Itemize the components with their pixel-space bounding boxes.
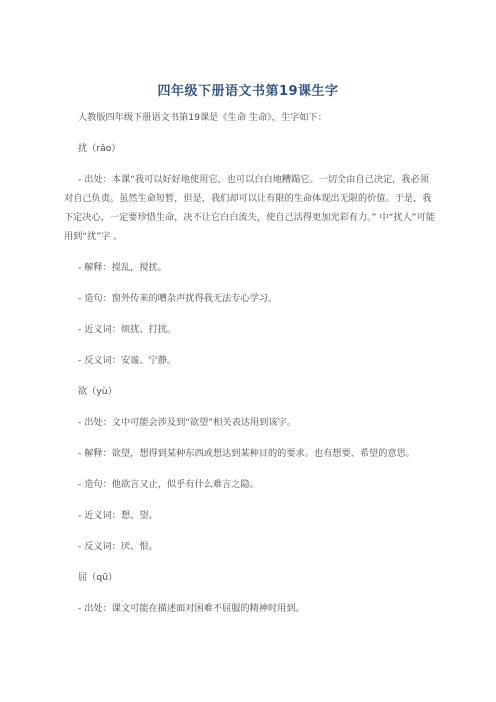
paragraph-rao-synonyms: - 近义词：烦扰、打扰。 (78, 324, 177, 335)
document-body (64, 108, 436, 618)
char-heading-yu: 欲（yù） (78, 386, 117, 397)
paragraph-yu-synonyms: - 近义词：想、望。 (78, 510, 158, 521)
paragraph-yu-source: - 出处：文中可能会涉及到“欲望”相关表达用到该字。 (78, 417, 296, 428)
paragraph-intro: 人教版四年级下册语文书第19课是《生命 生命》，生字如下： (78, 112, 327, 123)
paragraph-rao-antonyms: - 反义词：安谧、宁静。 (78, 355, 177, 366)
paragraph-yu-antonyms: - 反义词：厌、恨。 (78, 541, 158, 552)
char-heading-rao: 扰（rǎo） (78, 143, 121, 154)
paragraph-rao-sentence: - 造句：窗外传来的嘈杂声扰得我无法专心学习。 (78, 293, 278, 304)
char-heading-qu: 屈（qū） (78, 572, 118, 583)
paragraph-rao-meaning: - 解释：搅乱，搅扰。 (78, 262, 167, 273)
paragraph-yu-sentence: - 造句：他欲言又止，似乎有什么难言之隐。 (78, 479, 259, 490)
document-title: 四年级下册语文书第19课生字 (157, 84, 339, 99)
paragraph-yu-meaning: - 解释：欲望，想得到某种东西或想达到某种目的的要求。也有想要、希望的意思。 (78, 448, 415, 459)
paragraph-qu-source: - 出处：课文可能在描述面对困难不屈服的精神时用到。 (78, 603, 305, 614)
paragraph-rao-source: - 出处：本课“我可以好好地使用它，也可以白白地糟蹋它。一切全由自己决定，我必须对自己负责。虽然生命短暂，但是，我们却可以让有限的生命体现出无限的价值。于是，我下定决心，一定要珍惜生命，决不让它白白流失，使自己活得更加光彩有力。” 中“扰人”可能用到“扰”字 。 (64, 174, 435, 242)
